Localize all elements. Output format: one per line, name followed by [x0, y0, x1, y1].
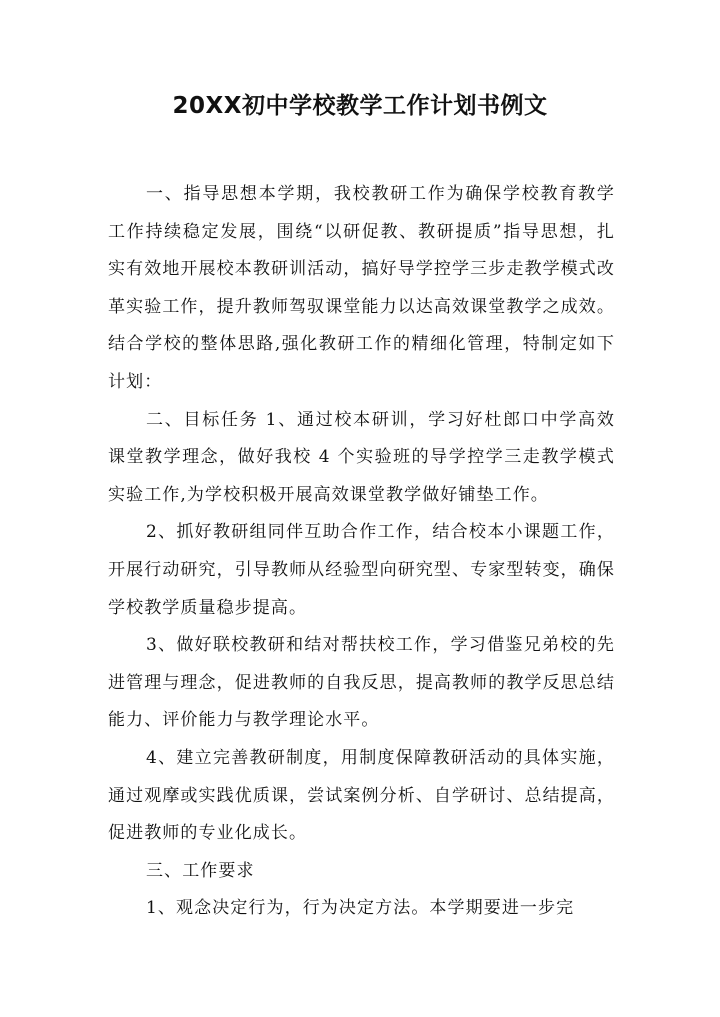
paragraph-guiding-ideology: 一、指导思想本学期，我校教研工作为确保学校教育教学工作持续稳定发展，围绕“以研促教、教研提质”指导思想，扎实有效地开展校本教研训活动，搞好导学控学三步走教学模式改革实验工作，提升教师驾驭课堂能力以达高效课堂教学之成效。结合学校的整体思路,强化教研工作的精细化管理，特制定如下计划： — [108, 184, 615, 392]
paragraph-task-3: 3、做好联校教研和结对帮扶校工作，学习借鉴兄弟校的先进管理与理念，促进教师的自我反思，提高教师的教学反思总结能力、评价能力与教学理论水平。 — [108, 635, 615, 731]
document-body — [108, 176, 615, 928]
document-title: 20XX初中学校教学工作计划书例文 — [172, 93, 548, 119]
section-heading-work-requirements: 三、工作要求 — [146, 860, 255, 881]
paragraph-requirement-1: 1、观念决定行为，行为决定方法。本学期要进一步完 — [146, 898, 575, 919]
paragraph-task-2: 2、抓好教研组同伴互助合作工作，结合校本小课题工作，开展行动研究，引导教师从经验型向研究型、专家型转变，确保学校教学质量稳步提高。 — [108, 522, 615, 618]
paragraph-task-4: 4、建立完善教研制度，用制度保障教研活动的具体实施，通过观摩或实践优质课，尝试案例分析、自学研讨、总结提高，促进教师的专业化成长。 — [108, 747, 615, 844]
paragraph-goals-task-1: 二、目标任务 1、通过校本研训，学习好杜郎口中学高效课堂教学理念，做好我校 4 个实验班的导学控学三走教学模式实验工作,为学校积极开展高效课堂教学做好铺垫工作。 — [108, 409, 615, 505]
